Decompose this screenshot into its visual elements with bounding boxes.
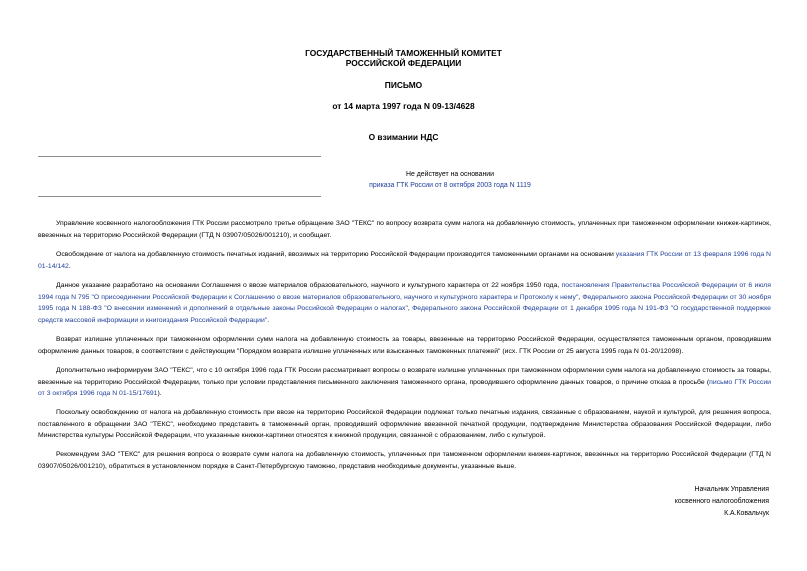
paragraph-4: Возврат излишне уплаченных при таможенном оформлении сумм налога на добавленную стоимость за товары, ввезенные на территорию Российской Федерации, осуществляется таможенным органом, проводившим оформление данных товаров, в соответствии с действующим "Порядком возврата излишне уплаченных или взысканных таможенных платежей" (исх. ГТК России от 25 августа 1995 года N 01-20/12098). — [38, 336, 771, 355]
paragraph-5-end: ). — [157, 390, 162, 398]
paragraph-3 — [38, 280, 771, 326]
issuer-line-2: РОССИЙСКОЙ ФЕДЕРАЦИИ — [345, 58, 462, 68]
signature-name: К.А.Ковальчук — [724, 510, 769, 517]
paragraph-2-end: . — [68, 262, 71, 270]
paragraph-3-sep-1: , — [578, 293, 583, 301]
status-note-link[interactable]: приказа ГТК России от 8 октября 2003 года N 1119 — [369, 182, 531, 189]
status-note-link-line — [180, 180, 720, 191]
divider-top — [38, 156, 321, 157]
paragraph-2 — [38, 249, 771, 272]
issuer-line-1: ГОСУДАРСТВЕННЫЙ ТАМОЖЕННЫЙ КОМИТЕТ — [305, 48, 502, 58]
paragraph-6: Поскольку освобождению от налога на добавленную стоимость при ввозе на территорию Российской Федерации подлежат только печатные издания, связанные с образованием, наукой и культурой, для решения вопроса, поставленного в обращении ЗАО "ТЕКС", необходимо представить в таможенный орган, проводивший оформление ввезенной печатной продукции, подтверждение Министерства образования Российской Федерации, либо Министерства культуры Российской Федерации, что указанные книжки-картинки относятся к книжной продукции, связанной с образованием, либо с культурой. — [38, 409, 771, 440]
document-type: ПИСЬМО — [384, 80, 423, 90]
signature-title: Начальник Управления — [694, 486, 769, 493]
paragraph-5 — [38, 365, 771, 400]
status-note-line: Не действует на основании — [406, 171, 494, 178]
paragraph-2-text: Освобождение от налога на добавленную стоимость печатных изданий, ввозимых на территорию Российской Федерации производится таможенными органами на основании — [56, 251, 616, 258]
signature-department: косвенного налогообложения — [674, 498, 769, 505]
link-gtk-letter-17691[interactable]: письмо ГТК России от 3 октября 1996 года N 01-15/17691 — [38, 378, 772, 398]
divider-bottom — [38, 196, 321, 197]
paragraph-3-sep-2: , — [407, 305, 413, 313]
link-government-decree-795[interactable]: постановления Правительства Российской Федерации от 6 июля 1994 года N 795 "О присоединении Российской Федерации к Соглашению о ввозе материалов образовательного, научного и культурного характера и Протоколу к нему" — [38, 282, 772, 301]
paragraph-7: Рекомендуем ЗАО "ТЕКС" для решения вопроса о возврате сумм налога на добавленную стоимость, уплаченных при таможенном оформлении книжек-картинок, ввезенных на территорию Российской Федерации (ГТД N 03907/05026/001210), обратиться в установленном порядке в Санкт-Петербургскую таможню, представив необходимые документы, указанные выше. — [38, 451, 771, 470]
paragraph-3-text: Данное указание разработано на основании Соглашения о ввозе материалов образовательного, научного и культурного характера от 22 ноября 1950 года, — [56, 282, 562, 289]
paragraph-3-end: . — [267, 316, 270, 324]
document-date-number: от 14 марта 1997 года N 09-13/4628 — [332, 101, 475, 111]
link-gtk-order-1996[interactable]: указания ГТК России от 13 февраля 1996 года N 01-14/142 — [38, 251, 771, 270]
paragraph-1: Управление косвенного налогообложения ГТК России рассмотрело третье обращение ЗАО "ТЕКС" по вопросу возврата сумм налога на добавленную стоимость, уплаченных при таможенном оформлении книжек-картинок, ввезенных на территорию Российской Федерации (ГТД N 03907/05026/001210), и сообщает. — [38, 220, 771, 239]
link-federal-law-191[interactable]: Федерального закона Российской Федерации от 1 декабря 1995 года N 191-ФЗ "О государственной поддержке средств массовой информации и книгоиздания Российской Федерации" — [38, 305, 771, 324]
paragraph-5-text: Дополнительно информируем ЗАО "ТЕКС", что с 10 октября 1996 года ГТК России рассматривает вопросы о возврате излишне уплаченных при таможенном оформлении сумм налога на добавленную стоимость за товары, ввезенные на территорию Российской Федерации, только при условии представления письменного заключения таможенного органа, проводившего оформление данных товаров, о причине отказа в просьбе ( — [38, 367, 771, 386]
link-federal-law-188[interactable]: Федерального закона Российской Федерации от 30 ноября 1995 года N 188-ФЗ "О внесении изменений и дополнений в отдельные законы Российской Федерации о налогах" — [38, 293, 771, 313]
document-subject: О взимании НДС — [368, 132, 439, 142]
